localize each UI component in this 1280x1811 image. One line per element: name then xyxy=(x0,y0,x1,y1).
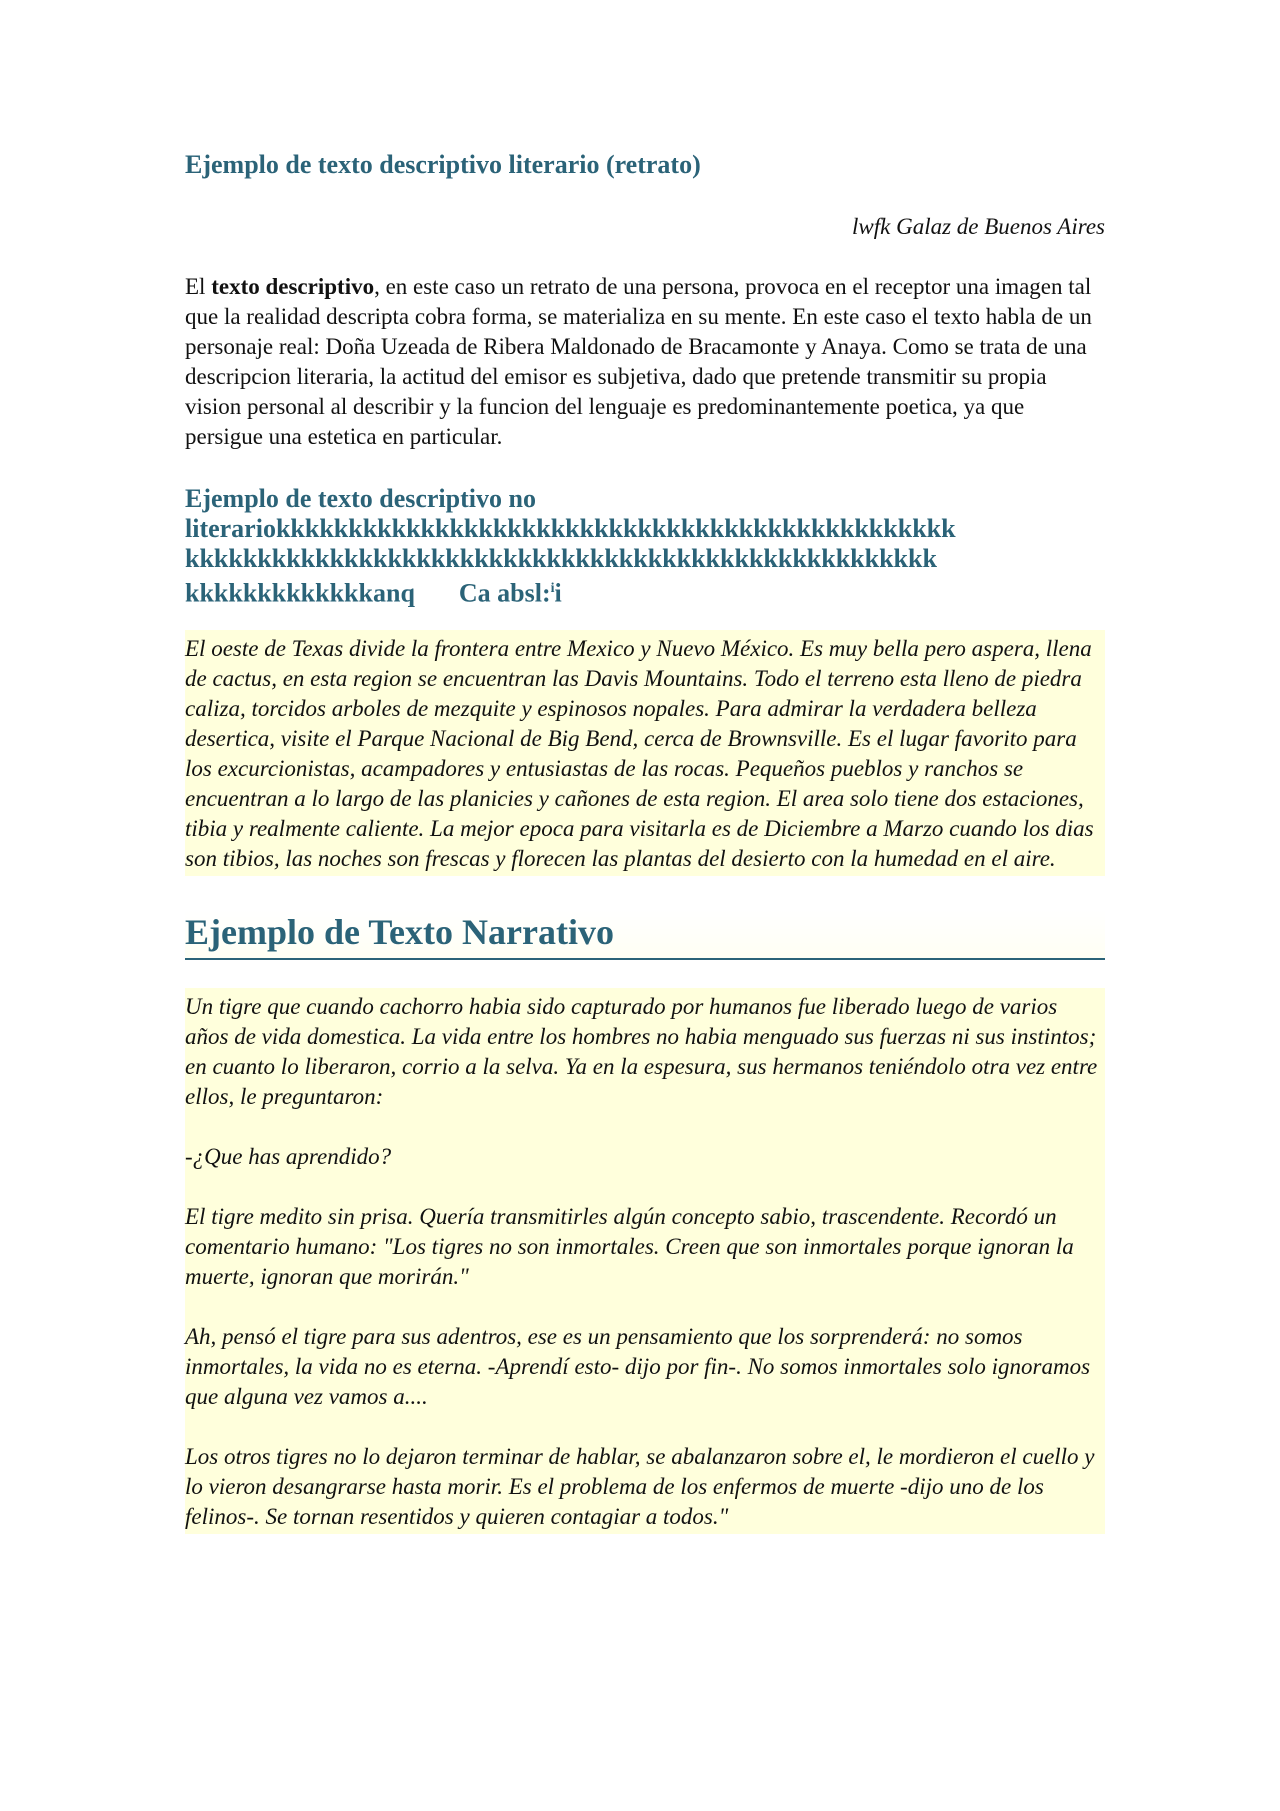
intro-after: , en este caso un retrato de una persona, provoca en el receptor una imagen tal que la realidad descripta cobra forma, se materializa en su mente. En este caso el texto habla de un personaje real: Doña Uzeada de Ribera Maldonado de Bracamonte y Anaya. Como se trata de una descripcion literaria, la actitud del emisor es subjetiva, dado que pretende transmitir su propia vision personal al describir y la funcion del lenguaje es predominantemente poetica, ya que persigue una estetica en particular. xyxy=(185,273,1092,449)
intro-before: El xyxy=(185,273,212,299)
intro-paragraph xyxy=(185,272,1105,452)
heading-narrative: Ejemplo de Texto Narrativo xyxy=(185,910,1105,960)
heading2-line3: kkkkkkkkkkkkkkkkkkkkkkkkkkkkkkkkkkkkkkkkkkkkkkkkkkkk xyxy=(185,543,937,573)
document-content xyxy=(185,148,1105,1534)
narrative-paragraph-4: Ah, pensó el tigre para sus adentros, ese es un pensamiento que los sorprenderá: no somos inmortales, la vida no es eterna. -Aprendí esto- dijo por fin-. No somos inmortales solo ignoramos que alguna vez vamos a.... xyxy=(185,1324,1091,1410)
narrative-paragraph-3: El tigre medito sin prisa. Quería transmitirles algún concepto sabio, trascendente. Recordó un comentario humano: "Los tigres no son inmortales. Creen que son inmortales porque ignoran la muerte, ignoran que morirán." xyxy=(185,1204,1074,1290)
intro-bold-term: texto descriptivo xyxy=(211,273,375,299)
heading2-line4c: i xyxy=(554,578,562,608)
heading2-line2: literariokkkkkkkkkkkkkkkkkkkkkkkkkkkkkkkkkkkkkkkkkkkkkkk xyxy=(185,513,956,543)
heading2-superscript: i xyxy=(550,580,555,596)
heading2-line4b: Ca absl: xyxy=(458,578,551,608)
heading-descriptive-nonliterary xyxy=(185,484,1105,609)
narrative-paragraph-5: Los otros tigres no lo dejaron terminar de hablar, se abalanzaron sobre el, le mordieron el cuello y lo vieron desangrarse hasta morir. Es el problema de los enfermos de muerte -dijo uno de los felinos-. Se tornan resentidos y quieren contagiar a todos." xyxy=(185,1444,1095,1530)
heading2-line4a: kkkkkkkkkkkkkanq xyxy=(185,578,415,608)
narrative-text-block xyxy=(185,988,1105,1534)
heading2-line1: Ejemplo de texto descriptivo no xyxy=(185,483,536,513)
narrative-paragraph-1: Un tigre que cuando cachorro habia sido capturado por humanos fue liberado luego de varios años de vida domestica. La vida entre los hombres no habia menguado sus fuerzas ni sus instintos; en cuanto lo liberaron, corrio a la selva. Ya en la espesura, sus hermanos teniéndolo otra vez entre ellos, le preguntaron: xyxy=(185,994,1098,1110)
narrative-paragraph-2: -¿Que has aprendido? xyxy=(185,1144,392,1170)
descriptive-text-block: El oeste de Texas divide la frontera entre Mexico y Nuevo México. Es muy bella pero aspera, llena de cactus, en esta region se encuentran las Davis Mountains. Todo el terreno esta lleno de piedra caliza, torcidos arboles de mezquite y espinosos nopales. Para admirar la verdadera belleza desertica, visite el Parque Nacional de Big Bend, cerca de Brownsville. Es el lugar favorito para los excurcionistas, acampadores y entusiastas de las rocas. Pequeños pueblos y ranchos se encuentran a lo largo de las planicies y cañones de esta region. El area solo tiene dos estaciones, tibia y realmente caliente. La mejor epoca para visitarla es de Diciembre a Marzo cuando los dias son tibios, las noches son frescas y florecen las plantas del desierto con la humedad en el aire. xyxy=(185,630,1105,876)
heading-descriptive-literary: Ejemplo de texto descriptivo literario (retrato) xyxy=(185,150,701,179)
author-byline: lwfk Galaz de Buenos Aires xyxy=(852,213,1105,239)
